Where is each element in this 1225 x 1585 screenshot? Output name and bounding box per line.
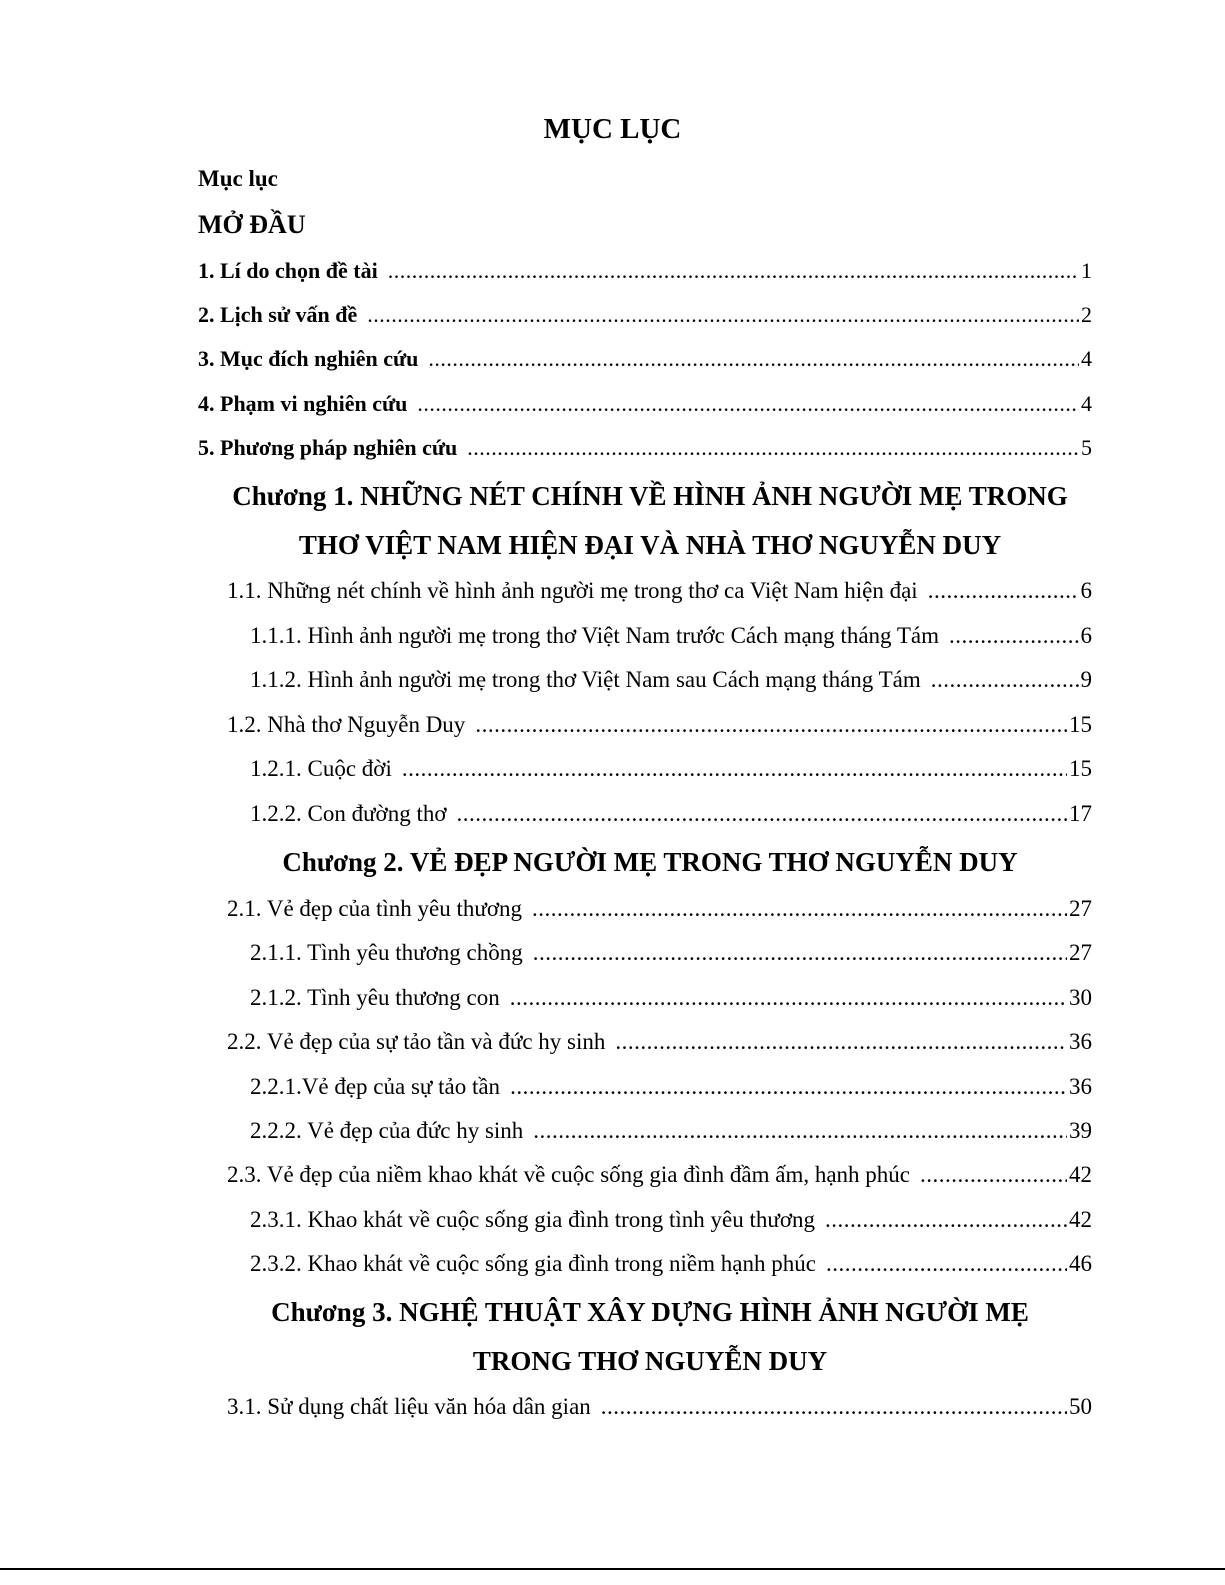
dot-leader <box>402 751 1067 787</box>
dot-leader <box>931 662 1079 698</box>
toc-entry-page: 42 <box>1069 1207 1092 1232</box>
dot-leader <box>510 1069 1067 1105</box>
toc-entry-2-3-1[interactable] <box>250 1202 1092 1238</box>
toc-entry-label: 2.2.1.Vẻ đẹp của sự tảo tần <box>250 1074 501 1099</box>
toc-entry-2-3[interactable] <box>227 1157 1092 1193</box>
toc-entry-2-2[interactable] <box>227 1024 1092 1060</box>
chapter-1-heading[interactable]: Chương 1. NHỮNG NÉT CHÍNH VỀ HÌNH ẢNH NGƯỜI MẸ TRONG <box>232 481 1068 511</box>
chapter-3-heading-continued[interactable]: TRONG THƠ NGUYỄN DUY <box>472 1346 828 1376</box>
intro-heading[interactable]: MỞ ĐẦU <box>198 210 306 239</box>
toc-entry-1-1-1[interactable] <box>250 618 1092 654</box>
dot-leader <box>928 573 1079 609</box>
toc-entry-2-2-2[interactable] <box>250 1113 1092 1149</box>
chapter-3-heading[interactable]: Chương 3. NGHỆ THUẬT XÂY DỰNG HÌNH ẢNH NGƯỜI MẸ <box>271 1297 1029 1327</box>
toc-entry-label: 1.2.1. Cuộc đời <box>250 756 392 781</box>
toc-entry-page: 17 <box>1069 801 1092 826</box>
toc-entry-label: 2.3. Vẻ đẹp của niềm khao khát về cuộc sống gia đình đầm ấm, hạnh phúc <box>227 1162 911 1187</box>
toc-entry-label: 2.1. Vẻ đẹp của tình yêu thương <box>227 896 523 921</box>
toc-subheading-muc-luc[interactable]: Mục lục <box>198 166 278 191</box>
toc-entry-2-1-1[interactable] <box>250 935 1092 971</box>
toc-entry-page: 4 <box>1081 346 1092 371</box>
toc-entry-2-3-2[interactable] <box>250 1246 1092 1282</box>
dot-leader <box>826 1246 1067 1282</box>
toc-entry-intro-5[interactable] <box>198 430 1092 466</box>
toc-entry-label: 3.1. Sử dụng chất liệu văn hóa dân gian <box>227 1394 591 1419</box>
toc-entry-page: 5 <box>1081 435 1092 460</box>
toc-entry-2-2-1[interactable] <box>250 1069 1092 1105</box>
toc-entry-label: 2.2. Vẻ đẹp của sự tảo tần và đức hy sinh <box>227 1029 606 1054</box>
toc-entry-page: 6 <box>1080 578 1092 603</box>
toc-entry-label: 1.1. Những nét chính về hình ảnh người mẹ trong thơ ca Việt Nam hiện đại <box>227 578 918 603</box>
toc-entry-page: 27 <box>1069 940 1092 965</box>
toc-entry-page: 15 <box>1069 712 1092 737</box>
toc-entry-label: 1.1.2. Hình ảnh người mẹ trong thơ Việt Nam sau Cách mạng tháng Tám <box>250 667 921 692</box>
dot-leader <box>825 1202 1067 1238</box>
toc-entry-page: 30 <box>1069 985 1092 1010</box>
toc-entry-label: 2. Lịch sử vấn đề <box>198 302 358 327</box>
toc-entry-label: 2.2.2. Vẻ đẹp của đức hy sinh <box>250 1118 524 1143</box>
toc-entry-page: 36 <box>1069 1029 1092 1054</box>
toc-entry-intro-2[interactable] <box>198 297 1092 333</box>
dot-leader <box>475 707 1067 743</box>
toc-entry-page: 50 <box>1069 1394 1092 1419</box>
toc-entry-label: 1.1.1. Hình ảnh người mẹ trong thơ Việt Nam trước Cách mạng tháng Tám <box>250 623 940 648</box>
dot-leader <box>388 253 1079 289</box>
toc-entry-page: 46 <box>1069 1251 1092 1276</box>
toc-entry-page: 27 <box>1069 896 1092 921</box>
toc-entry-label: 5. Phương pháp nghiên cứu <box>198 435 458 460</box>
toc-entry-1-1-2[interactable] <box>250 662 1092 698</box>
toc-entry-page: 9 <box>1080 667 1092 692</box>
toc-entry-label: 1.2. Nhà thơ Nguyễn Duy <box>227 712 466 737</box>
toc-entry-label: 3. Mục đích nghiên cứu <box>198 346 419 371</box>
toc-entry-2-1[interactable] <box>227 891 1092 927</box>
dot-leader <box>615 1024 1067 1060</box>
toc-entry-label: 2.3.2. Khao khát về cuộc sống gia đình trong niềm hạnh phúc <box>250 1251 816 1276</box>
toc-entry-page: 39 <box>1069 1118 1092 1143</box>
dot-leader <box>367 297 1079 333</box>
toc-entry-2-1-2[interactable] <box>250 980 1092 1016</box>
dot-leader <box>949 618 1078 654</box>
dot-leader <box>467 430 1079 466</box>
toc-entry-label: 1. Lí do chọn đề tài <box>198 258 378 283</box>
toc-entry-label: 2.3.1. Khao khát về cuộc sống gia đình trong tình yêu thương <box>250 1207 816 1232</box>
dot-leader <box>532 891 1067 927</box>
toc-entry-page: 15 <box>1069 756 1092 781</box>
dot-leader <box>457 796 1067 832</box>
dot-leader <box>533 935 1067 971</box>
toc-entry-1-1[interactable] <box>227 573 1092 609</box>
toc-entry-3-1[interactable] <box>227 1389 1092 1425</box>
toc-entry-intro-3[interactable] <box>198 341 1092 377</box>
toc-entry-label: 4. Phạm vi nghiên cứu <box>198 391 408 416</box>
toc-entry-label: 1.2.2. Con đường thơ <box>250 801 447 826</box>
toc-entry-page: 36 <box>1069 1074 1092 1099</box>
dot-leader <box>920 1157 1067 1193</box>
dot-leader <box>428 341 1079 377</box>
dot-leader <box>417 386 1079 422</box>
dot-leader <box>533 1113 1067 1149</box>
toc-entry-page: 4 <box>1081 391 1092 416</box>
dot-leader <box>510 980 1067 1016</box>
toc-entry-label: 2.1.2. Tình yêu thương con <box>250 985 500 1010</box>
toc-entry-1-2-2[interactable] <box>250 796 1092 832</box>
dot-leader <box>601 1389 1067 1425</box>
toc-entry-intro-1[interactable] <box>198 253 1092 289</box>
toc-entry-1-2[interactable] <box>227 707 1092 743</box>
page-title: MỤC LỤC <box>543 113 682 145</box>
toc-entry-page: 42 <box>1069 1162 1092 1187</box>
page-bottom-rule <box>0 1568 1225 1570</box>
toc-entry-page: 1 <box>1081 258 1092 283</box>
toc-entry-label: 2.1.1. Tình yêu thương chồng <box>250 940 523 965</box>
toc-entry-page: 2 <box>1081 302 1092 327</box>
chapter-2-heading[interactable]: Chương 2. VẺ ĐẸP NGƯỜI MẸ TRONG THƠ NGUYỄN DUY <box>282 847 1018 877</box>
toc-entry-1-2-1[interactable] <box>250 751 1092 787</box>
chapter-1-heading-continued[interactable]: THƠ VIỆT NAM HIỆN ĐẠI VÀ NHÀ THƠ NGUYỄN DUY <box>298 530 1002 560</box>
toc-entry-page: 6 <box>1080 623 1092 648</box>
toc-entry-intro-4[interactable] <box>198 386 1092 422</box>
